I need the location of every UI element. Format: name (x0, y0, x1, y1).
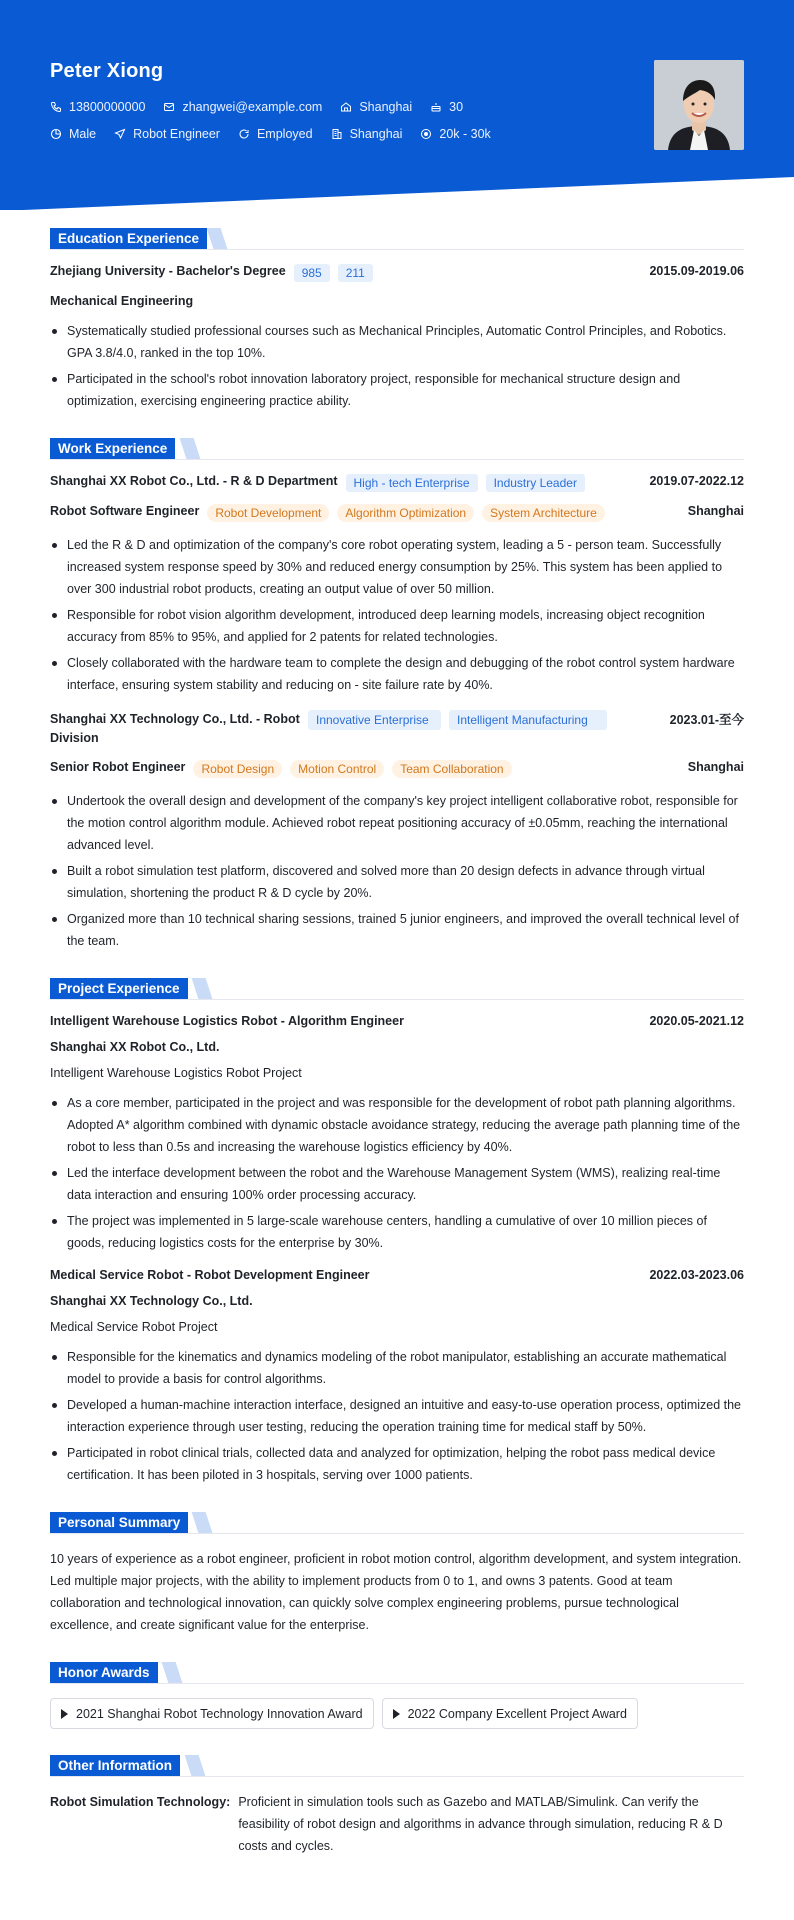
send-icon (114, 128, 126, 140)
email-info (163, 100, 322, 114)
work-role-line (50, 760, 744, 778)
summary-section (50, 1512, 744, 1636)
gender-text: Male (69, 127, 97, 141)
award-item (50, 1698, 374, 1729)
contact-row (50, 100, 463, 114)
resume-header (0, 0, 794, 210)
city-info (331, 127, 403, 141)
heading-accent (180, 438, 201, 459)
project-heading (50, 978, 744, 1000)
location-info (340, 100, 412, 114)
work-city: Shanghai (687, 760, 744, 774)
section-title: Personal Summary (50, 1512, 188, 1533)
work-entry-header (50, 710, 744, 748)
work-company-line (50, 710, 607, 748)
heading-accent (207, 228, 228, 249)
age-info (430, 100, 463, 114)
phone-info (50, 100, 145, 114)
work-date: 2019.07-2022.12 (649, 474, 744, 488)
gender-info (50, 127, 96, 141)
skill-tag: Robot Design (193, 760, 282, 778)
list-item: Organized more than 10 technical sharing sessions, trained 5 junior engineers, and improved the overall technical level of the team. (50, 908, 744, 952)
work-role-left (50, 504, 605, 522)
position-info (114, 127, 220, 141)
other-section (50, 1755, 744, 1857)
resume-content (50, 228, 744, 1883)
heading-accent (192, 978, 213, 999)
company-tag: Intelligent Manufacturing (449, 710, 607, 730)
user-icon (50, 128, 62, 140)
status-info (238, 127, 313, 141)
project-title: Medical Service Robot - Robot Development Engineer (50, 1268, 370, 1282)
education-date: 2015.09-2019.06 (649, 264, 744, 278)
education-left (50, 264, 373, 282)
refresh-icon (238, 128, 250, 140)
email-text: zhangwei@example.com (182, 100, 323, 114)
skill-tag: Algorithm Optimization (337, 504, 474, 522)
list-item: Closely collaborated with the hardware team to complete the design and debugging of the robot control system hardware interface, ensuring system stability and reducing on - site failure rate by 40%. (50, 652, 744, 696)
list-item: The project was implemented in 5 large-scale warehouse centers, handling a cumulative of over 10 million pieces of goods, reducing logistics costs for the enterprise by 30%. (50, 1210, 744, 1254)
company-tag: Industry Leader (486, 474, 585, 492)
mail-icon (163, 101, 175, 113)
other-item (50, 1791, 744, 1857)
skill-tag: System Architecture (482, 504, 605, 522)
list-item: Responsible for robot vision algorithm development, introduced deep learning models, increasing object recognition accuracy from 85% to 95%, and applied for 2 patents for related technologies. (50, 604, 744, 648)
school-tag: 211 (338, 264, 373, 282)
location-text: Shanghai (359, 100, 413, 114)
position-text: Robot Engineer (133, 127, 220, 141)
company-name: Shanghai XX Robot Co., Ltd. - R & D Department (50, 474, 338, 488)
other-heading (50, 1755, 744, 1777)
skill-tag: Robot Development (207, 504, 329, 522)
project-name: Intelligent Warehouse Logistics Robot Project (50, 1066, 302, 1080)
project-bullets (50, 1092, 744, 1254)
project-entry-header (50, 1268, 744, 1282)
work-entry (50, 474, 744, 696)
work-bullets (50, 790, 744, 952)
work-date: 2023.01-至今 (669, 713, 744, 727)
work-role-left (50, 760, 512, 778)
work-section (50, 438, 744, 952)
heading-accent (185, 1755, 206, 1776)
other-key: Robot Simulation Technology: (50, 1795, 231, 1809)
job-title: Robot Software Engineer (50, 504, 200, 518)
profile-row (50, 127, 491, 141)
home-icon (340, 101, 352, 113)
skill-tag: Motion Control (290, 760, 384, 778)
status-text: Employed (256, 127, 313, 141)
job-title: Senior Robot Engineer (50, 760, 186, 774)
summary-heading (50, 1512, 744, 1534)
play-icon (393, 1709, 400, 1719)
heading-accent (162, 1662, 183, 1683)
section-title: Work Experience (50, 438, 175, 459)
salary-text: 20k - 30k (439, 127, 491, 141)
project-title: Intelligent Warehouse Logistics Robot - Algorithm Engineer (50, 1014, 404, 1028)
awards-list (50, 1698, 744, 1729)
school-tag: 985 (294, 264, 330, 282)
project-entry-header (50, 1014, 744, 1028)
list-item: Built a robot simulation test platform, discovered and solved more than 20 design defects in advance through virtual simulation, shortening the product R & D cycle by 20%. (50, 860, 744, 904)
project-entry (50, 1268, 744, 1486)
work-bullets (50, 534, 744, 696)
salary-info (420, 127, 490, 141)
city-text: Shanghai (349, 127, 403, 141)
avatar-photo (654, 60, 744, 150)
project-date: 2022.03-2023.06 (649, 1268, 744, 1282)
list-item: As a core member, participated in the project and was responsible for the development of robot path planning algorithms. Adopted A* algorithm combined with dynamic obstacle avoidance strategy, reducing the average path planning time of the robot to less than 0.5s and increasing the warehouse logistics efficiency by 40%. (50, 1092, 744, 1158)
other-value: Proficient in simulation tools such as Gazebo and MATLAB/Simulink. Can verify the feasibility of robot design and algorithms in advance through simulation, reducing R & D costs and cycles. (238, 1795, 723, 1853)
cake-icon (430, 101, 442, 113)
project-section (50, 978, 744, 1486)
coin-icon (420, 128, 432, 140)
summary-text: 10 years of experience as a robot engineer, proficient in robot motion control, algorithm development, and system integration. Led multiple major projects, with the ability to implement products from 0 to 1, and owns 3 patents. Good at team collaboration and technological innovation, can quickly solve complex engineering problems, pursue technological excellence, and create significant value for the enterprise. (50, 1552, 742, 1632)
age-text: 30 (449, 100, 464, 114)
company-name: Shanghai XX Technology Co., Ltd. - Robot Division (50, 712, 300, 745)
work-heading (50, 438, 744, 460)
project-bullets (50, 1346, 744, 1486)
list-item: Participated in the school's robot innovation laboratory project, responsible for mechanical structure design and optimization, exercising engineering practice ability. (50, 368, 744, 412)
work-city: Shanghai (687, 504, 744, 518)
award-label: 2021 Shanghai Robot Technology Innovation Award (76, 1706, 363, 1721)
header-diagonal-edge (0, 177, 794, 211)
section-title: Honor Awards (50, 1662, 158, 1683)
company-tag: Innovative Enterprise (308, 710, 441, 730)
project-entry (50, 1014, 744, 1254)
list-item: Developed a human-machine interaction interface, designed an intuitive and easy-to-use operation process, optimized the interaction experience through user testing, reducing the operation training time for medical staff by 50%. (50, 1394, 744, 1438)
section-title: Other Information (50, 1755, 180, 1776)
play-icon (61, 1709, 68, 1719)
heading-accent (192, 1512, 213, 1533)
phone-icon (50, 101, 62, 113)
major: Mechanical Engineering (50, 294, 194, 308)
section-title: Education Experience (50, 228, 207, 249)
project-company: Shanghai XX Technology Co., Ltd. (50, 1294, 253, 1308)
award-label: 2022 Company Excellent Project Award (407, 1706, 627, 1721)
work-role-line (50, 504, 744, 522)
project-date: 2020.05-2021.12 (649, 1014, 744, 1028)
work-entry (50, 710, 744, 952)
list-item: Responsible for the kinematics and dynamics modeling of the robot manipulator, establishing an accurate mathematical model to provide a basis for control algorithms. (50, 1346, 744, 1390)
list-item: Led the interface development between the robot and the Warehouse Management System (WMS), realizing real-time data interaction and ensuring 100% order processing accuracy. (50, 1162, 744, 1206)
list-item: Led the R & D and optimization of the company's core robot operating system, leading a 5 - person team. Successfully increased system response speed by 30% and reduced energy consumption by 25%. This system has been applied to over 300 industrial robot products, creating an output value of over 50 million. (50, 534, 744, 600)
phone-text: 13800000000 (69, 100, 146, 114)
skill-tag: Team Collaboration (392, 760, 511, 778)
school-name: Zhejiang University - Bachelor's Degree (50, 264, 286, 278)
list-item: Systematically studied professional courses such as Mechanical Principles, Automatic Control Principles, and Robotics. GPA 3.8/4.0, ranked in the top 10%. (50, 320, 744, 364)
education-entry-header (50, 264, 744, 282)
list-item: Participated in robot clinical trials, collected data and analyzed for optimization, helping the robot pass medical device certification. It has been piloted in 3 hospitals, serving over 1000 patients. (50, 1442, 744, 1486)
honors-section (50, 1662, 744, 1729)
education-heading (50, 228, 744, 250)
candidate-name: Peter Xiong (50, 60, 164, 82)
company-tag: High - tech Enterprise (346, 474, 478, 492)
section-title: Project Experience (50, 978, 188, 999)
honors-heading (50, 1662, 744, 1684)
work-company-line (50, 474, 585, 492)
award-item (382, 1698, 638, 1729)
project-company: Shanghai XX Robot Co., Ltd. (50, 1040, 220, 1054)
list-item: Undertook the overall design and development of the company's key project intelligent collaborative robot, responsible for the motion control algorithm module. Achieved robot repeat positioning accuracy of ±0.05mm, reaching the international advanced level. (50, 790, 744, 856)
avatar-portrait-icon (654, 60, 744, 150)
project-name: Medical Service Robot Project (50, 1320, 218, 1334)
building-icon (331, 128, 343, 140)
work-entry-header (50, 474, 744, 492)
education-bullets (50, 320, 744, 412)
education-section (50, 228, 744, 412)
